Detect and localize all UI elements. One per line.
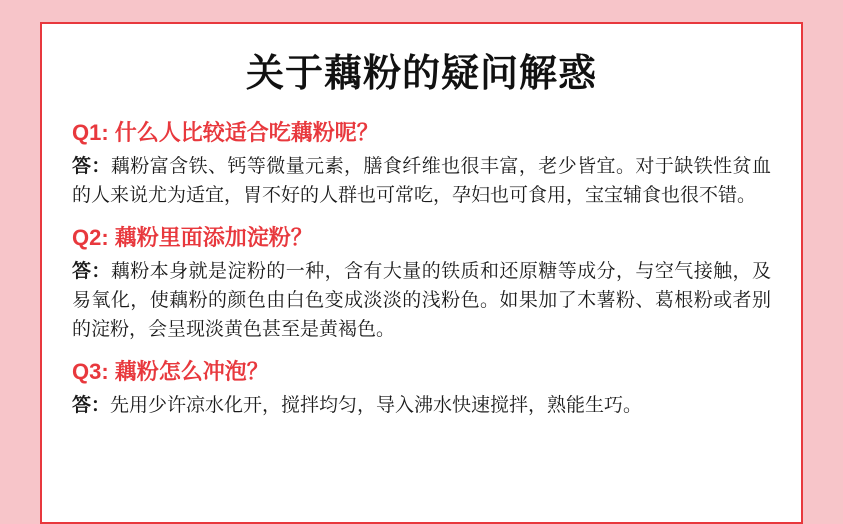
faq-answer: [72, 153, 771, 211]
answer-text: 藕粉富含铁、钙等微量元素，膳食纤维也很丰富，老少皆宜。对于缺铁性贫血的人来说尤为适宜，胃不好的人群也可常吃，孕妇也可食用，宝宝辅食也很不错。: [72, 156, 771, 207]
page-title: 关于藕粉的疑问解惑: [245, 53, 597, 95]
faq-item-1: [72, 120, 771, 211]
faq-question: Q2: 藕粉里面添加淀粉？: [72, 224, 313, 250]
faq-item-3: [72, 359, 771, 421]
answer-text: 藕粉本身就是淀粉的一种，含有大量的铁质和还原糖等成分，与空气接触，及易氧化，使藕粉的颜色由白色变成淡淡的浅粉色。如果加了木薯粉、葛根粉或者别的淀粉，会呈现淡黄色甚至是黄褐色。: [72, 261, 771, 341]
answer-text: 先用少许凉水化开，搅拌均匀，导入沸水快速搅拌，熟能生巧。: [110, 395, 643, 417]
faq-item-2: [72, 225, 771, 345]
faq-question: Q1: 什么人比较适合吃藕粉呢？: [72, 119, 379, 145]
faq-question: Q3: 藕粉怎么冲泡？: [72, 358, 269, 384]
faq-card: [40, 22, 803, 524]
answer-label: 答：: [72, 261, 111, 283]
answer-label: 答：: [72, 395, 111, 417]
answer-label: 答：: [72, 156, 111, 178]
faq-answer: [72, 392, 771, 421]
faq-answer: [72, 258, 771, 345]
